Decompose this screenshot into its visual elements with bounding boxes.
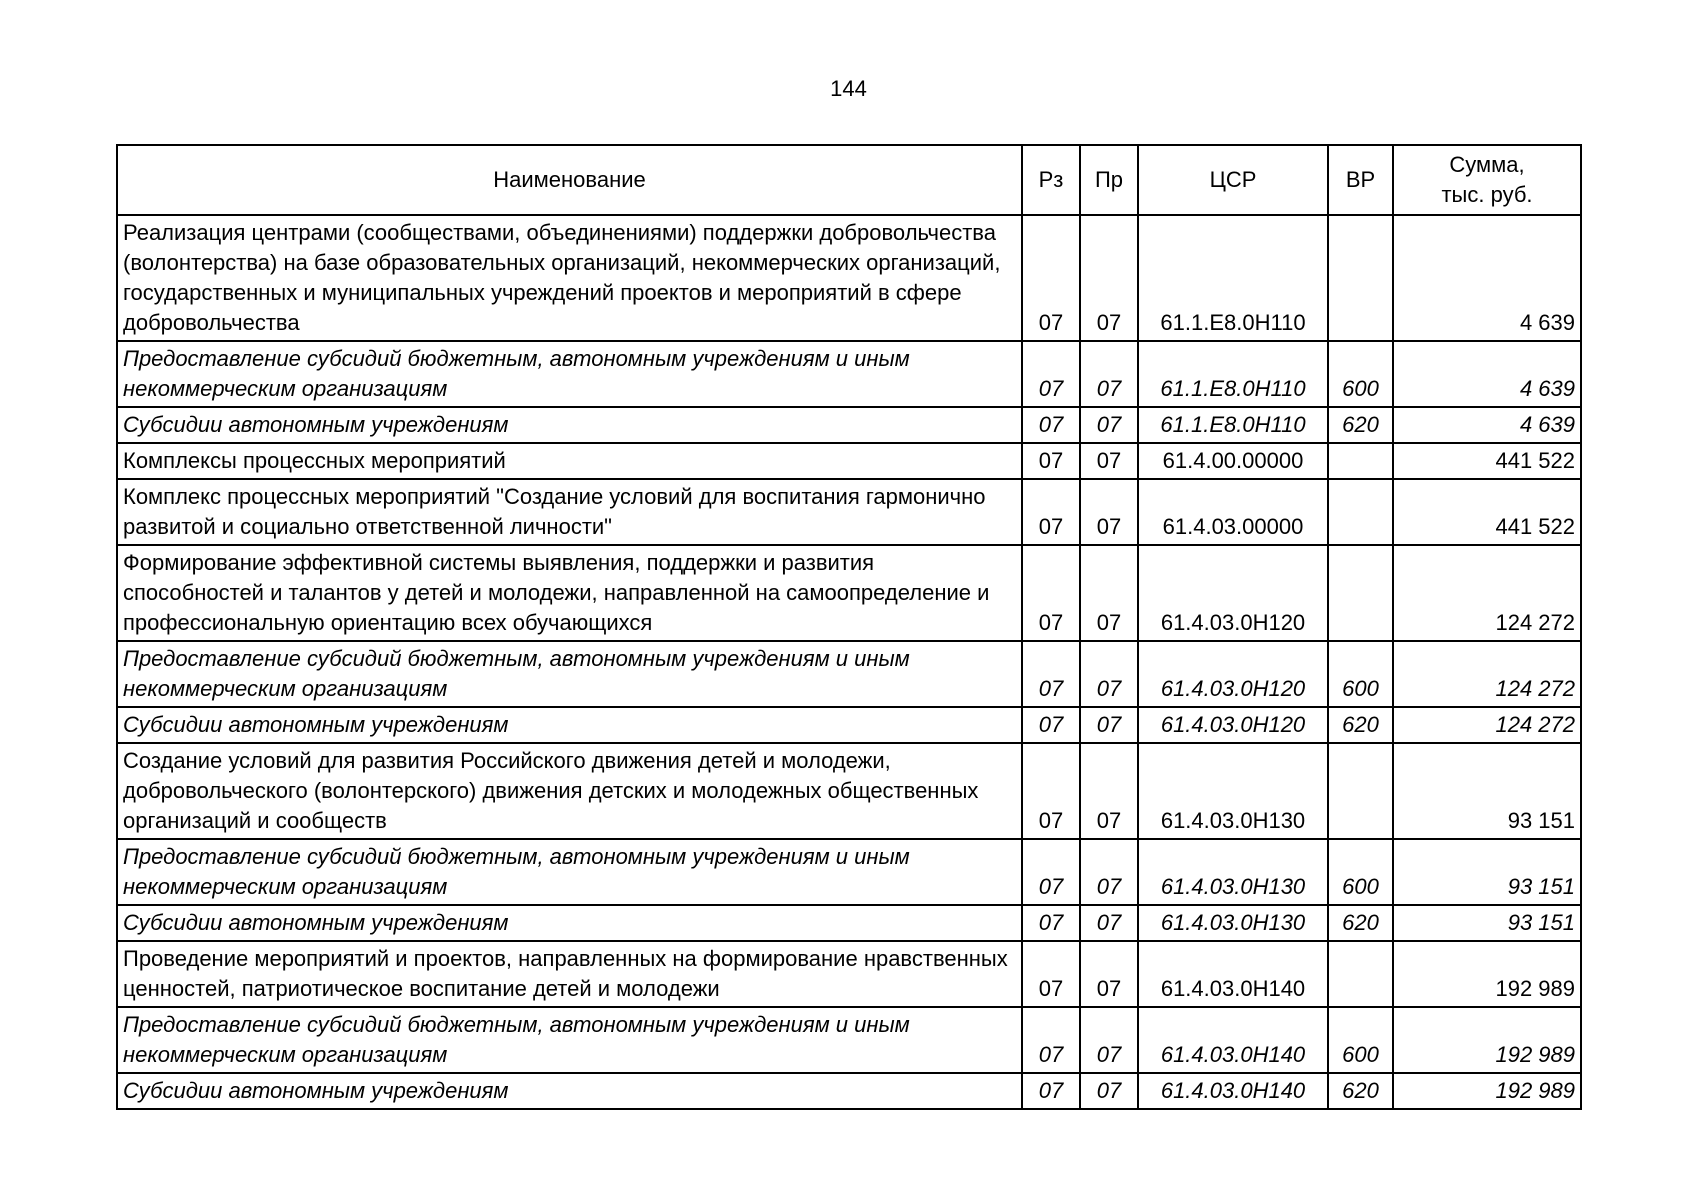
cell-pr: 07: [1080, 743, 1138, 839]
cell-name: Создание условий для развития Российского движения детей и молодежи, добровольческого (волонтерского) движения детских и молодежных общественных организаций и сообществ: [117, 743, 1022, 839]
cell-vr: [1328, 479, 1393, 545]
cell-name: Субсидии автономным учреждениям: [117, 707, 1022, 743]
cell-name: Формирование эффективной системы выявления, поддержки и развития способностей и талантов у детей и молодежи, направленной на самоопределение и профессиональную ориентацию всех обучающихся: [117, 545, 1022, 641]
cell-pr: 07: [1080, 407, 1138, 443]
cell-vr: [1328, 545, 1393, 641]
column-header-vr: ВР: [1328, 145, 1393, 215]
cell-sum: 192 989: [1393, 941, 1581, 1007]
budget-table: [116, 144, 1582, 1110]
cell-pr: 07: [1080, 707, 1138, 743]
cell-csr: 61.1.E8.0H110: [1138, 407, 1328, 443]
cell-name: Субсидии автономным учреждениям: [117, 407, 1022, 443]
cell-csr: 61.4.03.0H140: [1138, 1073, 1328, 1109]
cell-sum: 4 639: [1393, 341, 1581, 407]
column-header-name: Наименование: [117, 145, 1022, 215]
column-header-sum: [1393, 145, 1581, 215]
cell-sum: 124 272: [1393, 545, 1581, 641]
cell-vr: 600: [1328, 341, 1393, 407]
cell-pr: 07: [1080, 443, 1138, 479]
cell-vr: [1328, 215, 1393, 341]
cell-csr: 61.1.E8.0H110: [1138, 215, 1328, 341]
cell-pr: 07: [1080, 479, 1138, 545]
table-row: [117, 341, 1581, 407]
cell-rz: 07: [1022, 443, 1080, 479]
table-body: [117, 215, 1581, 1109]
cell-rz: 07: [1022, 905, 1080, 941]
cell-rz: 07: [1022, 545, 1080, 641]
table-row: [117, 407, 1581, 443]
table-row: [117, 905, 1581, 941]
cell-csr: 61.4.03.0H120: [1138, 707, 1328, 743]
cell-rz: 07: [1022, 479, 1080, 545]
cell-name: Предоставление субсидий бюджетным, автономным учреждениям и иным некоммерческим организациям: [117, 641, 1022, 707]
cell-vr: 620: [1328, 707, 1393, 743]
cell-csr: 61.4.03.0H130: [1138, 905, 1328, 941]
column-header-rz: Рз: [1022, 145, 1080, 215]
cell-vr: 600: [1328, 839, 1393, 905]
cell-name: Проведение мероприятий и проектов, направленных на формирование нравственных ценностей, патриотическое воспитание детей и молодежи: [117, 941, 1022, 1007]
cell-vr: 620: [1328, 407, 1393, 443]
table-row: [117, 641, 1581, 707]
table-row: [117, 545, 1581, 641]
cell-sum: 124 272: [1393, 641, 1581, 707]
cell-pr: 07: [1080, 839, 1138, 905]
cell-name: Субсидии автономным учреждениям: [117, 905, 1022, 941]
table-header-row: [117, 145, 1581, 215]
column-header-sum-line1: Сумма,: [1449, 152, 1525, 177]
cell-sum: 124 272: [1393, 707, 1581, 743]
cell-pr: 07: [1080, 341, 1138, 407]
cell-sum: 192 989: [1393, 1073, 1581, 1109]
page-number: 144: [830, 76, 867, 101]
table-row: [117, 743, 1581, 839]
cell-csr: 61.4.03.0H120: [1138, 545, 1328, 641]
table-row: [117, 707, 1581, 743]
cell-pr: 07: [1080, 215, 1138, 341]
cell-rz: 07: [1022, 839, 1080, 905]
cell-rz: 07: [1022, 1073, 1080, 1109]
cell-csr: 61.4.03.00000: [1138, 479, 1328, 545]
cell-name: Субсидии автономным учреждениям: [117, 1073, 1022, 1109]
cell-sum: 192 989: [1393, 1007, 1581, 1073]
cell-rz: 07: [1022, 1007, 1080, 1073]
cell-name: Предоставление субсидий бюджетным, автономным учреждениям и иным некоммерческим организациям: [117, 839, 1022, 905]
cell-vr: [1328, 941, 1393, 1007]
cell-csr: 61.4.00.00000: [1138, 443, 1328, 479]
cell-csr: 61.4.03.0H130: [1138, 743, 1328, 839]
cell-name: Комплекс процессных мероприятий "Создание условий для воспитания гармонично развитой и социально ответственной личности": [117, 479, 1022, 545]
cell-csr: 61.4.03.0H120: [1138, 641, 1328, 707]
column-header-sum-line2: тыс. руб.: [1441, 182, 1533, 207]
table-row: [117, 443, 1581, 479]
column-header-csr: ЦСР: [1138, 145, 1328, 215]
cell-csr: 61.4.03.0H130: [1138, 839, 1328, 905]
cell-pr: 07: [1080, 641, 1138, 707]
cell-rz: 07: [1022, 407, 1080, 443]
cell-name: Реализация центрами (сообществами, объединениями) поддержки добровольчества (волонтерства) на базе образовательных организаций, некоммерческих организаций, государственных и муниципальных учреждений проектов и мероприятий в сфере добровольчества: [117, 215, 1022, 341]
cell-sum: 4 639: [1393, 407, 1581, 443]
cell-vr: 620: [1328, 1073, 1393, 1109]
cell-name: Комплексы процессных мероприятий: [117, 443, 1022, 479]
cell-rz: 07: [1022, 215, 1080, 341]
cell-vr: [1328, 743, 1393, 839]
cell-csr: 61.4.03.0H140: [1138, 1007, 1328, 1073]
cell-pr: 07: [1080, 545, 1138, 641]
cell-vr: 620: [1328, 905, 1393, 941]
cell-sum: 93 151: [1393, 839, 1581, 905]
cell-rz: 07: [1022, 941, 1080, 1007]
cell-pr: 07: [1080, 941, 1138, 1007]
cell-sum: 4 639: [1393, 215, 1581, 341]
cell-rz: 07: [1022, 743, 1080, 839]
cell-pr: 07: [1080, 905, 1138, 941]
cell-vr: 600: [1328, 641, 1393, 707]
cell-vr: [1328, 443, 1393, 479]
cell-csr: 61.4.03.0H140: [1138, 941, 1328, 1007]
cell-sum: 93 151: [1393, 905, 1581, 941]
cell-rz: 07: [1022, 707, 1080, 743]
column-header-pr: Пр: [1080, 145, 1138, 215]
table-row: [117, 215, 1581, 341]
table-row: [117, 1073, 1581, 1109]
cell-rz: 07: [1022, 641, 1080, 707]
cell-pr: 07: [1080, 1007, 1138, 1073]
cell-sum: 441 522: [1393, 443, 1581, 479]
cell-vr: 600: [1328, 1007, 1393, 1073]
cell-csr: 61.1.E8.0H110: [1138, 341, 1328, 407]
table-row: [117, 1007, 1581, 1073]
table-row: [117, 479, 1581, 545]
cell-rz: 07: [1022, 341, 1080, 407]
cell-sum: 93 151: [1393, 743, 1581, 839]
table-row: [117, 839, 1581, 905]
cell-sum: 441 522: [1393, 479, 1581, 545]
cell-pr: 07: [1080, 1073, 1138, 1109]
cell-name: Предоставление субсидий бюджетным, автономным учреждениям и иным некоммерческим организациям: [117, 341, 1022, 407]
cell-name: Предоставление субсидий бюджетным, автономным учреждениям и иным некоммерческим организациям: [117, 1007, 1022, 1073]
table-row: [117, 941, 1581, 1007]
